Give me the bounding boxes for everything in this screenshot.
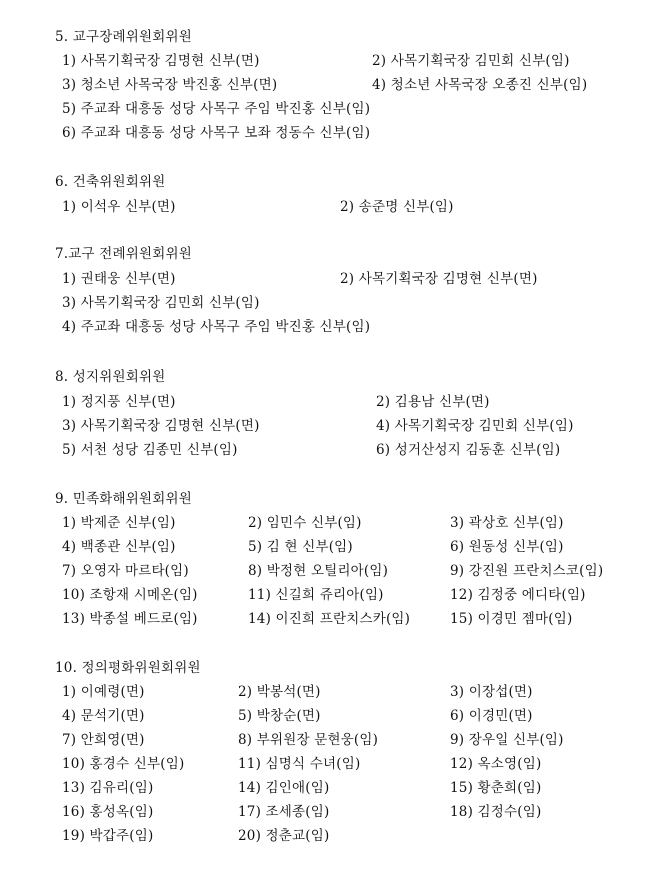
member-entry: 16) 홍성옥(임) [62, 804, 154, 820]
member-entry: 12) 옥소영(임) [450, 756, 542, 772]
member-entry: 14) 이진희 프란치스카(임) [248, 611, 411, 627]
section-title: 8. 성지위원회위원 [55, 369, 166, 385]
member-entry: 3) 사목기획국장 김명현 신부(면) [62, 418, 260, 434]
member-entry: 8) 부위원장 문현웅(임) [238, 732, 379, 748]
member-entry: 17) 조세종(임) [238, 804, 330, 820]
member-entry: 14) 김인애(임) [238, 780, 330, 796]
member-entry: 5) 주교좌 대흥동 성당 사목구 주임 박진홍 신부(임) [62, 101, 371, 117]
member-entry: 18) 김정수(임) [450, 804, 542, 820]
member-entry: 13) 김유리(임) [62, 780, 154, 796]
member-entry: 10) 조항재 시메온(임) [62, 587, 198, 603]
member-entry: 1) 권태웅 신부(면) [62, 271, 176, 287]
member-entry: 9) 강진원 프란치스코(임) [450, 563, 604, 579]
member-entry: 3) 사목기획국장 김민회 신부(임) [62, 295, 260, 311]
section-title: 6. 건축위원회위원 [55, 174, 166, 190]
member-entry: 4) 백종관 신부(임) [62, 539, 176, 555]
member-entry: 3) 이장섭(면) [450, 684, 533, 700]
member-entry: 1) 박제준 신부(임) [62, 515, 176, 531]
member-entry: 1) 이석우 신부(면) [62, 199, 176, 215]
member-entry: 7) 오영자 마르타(임) [62, 563, 189, 579]
member-entry: 3) 청소년 사목국장 박진홍 신부(면) [62, 77, 278, 93]
member-entry: 10) 홍경수 신부(임) [62, 756, 185, 772]
member-entry: 8) 박정현 오틸리아(임) [248, 563, 389, 579]
member-entry: 5) 서천 성당 김종민 신부(임) [62, 442, 238, 458]
member-entry: 15) 황춘희(임) [450, 780, 542, 796]
member-entry: 1) 이예령(면) [62, 684, 145, 700]
member-entry: 15) 이경민 젬마(임) [450, 611, 573, 627]
member-entry: 7) 안희영(면) [62, 732, 145, 748]
member-entry: 4) 문석기(면) [62, 708, 145, 724]
member-entry: 12) 김정중 에디타(임) [450, 587, 586, 603]
member-entry: 3) 곽상호 신부(임) [450, 515, 564, 531]
member-entry: 6) 이경민(면) [450, 708, 533, 724]
section-title: 5. 교구장례위원회위원 [55, 29, 192, 45]
member-entry: 9) 장우일 신부(임) [450, 732, 564, 748]
member-entry: 1) 정지풍 신부(면) [62, 394, 176, 410]
member-entry: 20) 정춘교(임) [238, 828, 330, 844]
member-entry: 4) 주교좌 대흥동 성당 사목구 주임 박진홍 신부(임) [62, 319, 371, 335]
section-title: 10. 정의평화위원회위원 [55, 660, 201, 676]
member-entry: 6) 주교좌 대흥동 성당 사목구 보좌 정동수 신부(임) [62, 125, 371, 141]
member-entry: 6) 원동성 신부(임) [450, 539, 564, 555]
member-entry: 2) 사목기획국장 김민회 신부(임) [372, 53, 570, 69]
member-entry: 2) 임민수 신부(임) [248, 515, 362, 531]
member-entry: 2) 사목기획국장 김명현 신부(면) [340, 271, 538, 287]
member-entry: 4) 사목기획국장 김민회 신부(임) [376, 418, 574, 434]
member-entry: 11) 심명식 수녀(임) [238, 756, 361, 772]
member-entry: 6) 성거산성지 김동훈 신부(임) [376, 442, 561, 458]
member-entry: 5) 김 현 신부(임) [248, 539, 353, 555]
member-entry: 5) 박창순(면) [238, 708, 321, 724]
section-title: 7.교구 전례위원회위원 [55, 246, 192, 262]
member-entry: 4) 청소년 사목국장 오종진 신부(임) [372, 77, 588, 93]
member-entry: 11) 신길희 쥬리아(임) [248, 587, 384, 603]
member-entry: 19) 박갑주(임) [62, 828, 154, 844]
member-entry: 13) 박종설 베드로(임) [62, 611, 198, 627]
section-title: 9. 민족화해위원회위원 [55, 491, 192, 507]
member-entry: 2) 송준명 신부(임) [340, 199, 454, 215]
member-entry: 1) 사목기획국장 김명현 신부(면) [62, 53, 260, 69]
member-entry: 2) 김용남 신부(면) [376, 394, 490, 410]
member-entry: 2) 박봉석(면) [238, 684, 321, 700]
